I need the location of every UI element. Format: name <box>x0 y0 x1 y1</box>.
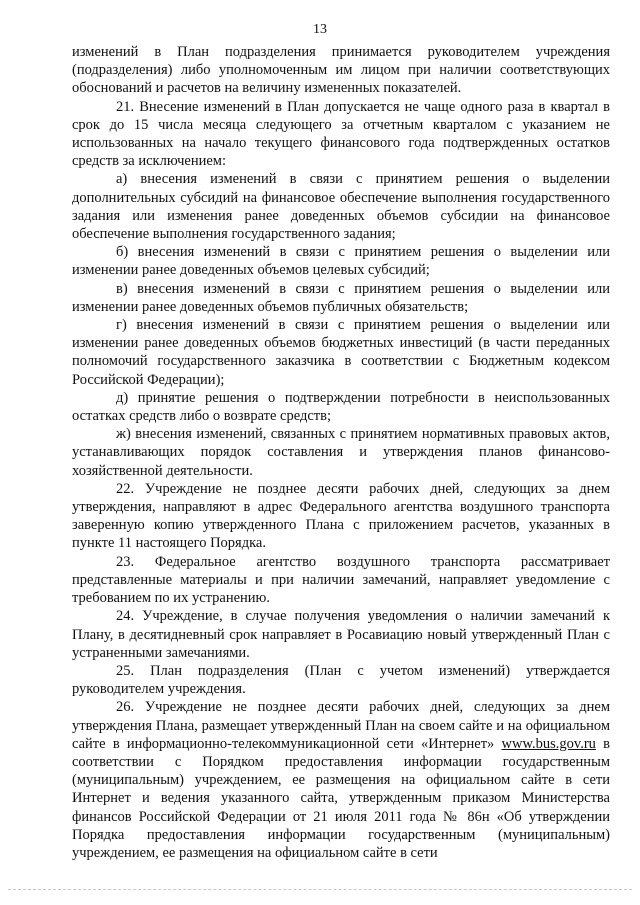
subparagraph-v: в) внесения изменений в связи с принятием решения о выделении или изменении ранее доведенных объемов публичных обязательств; <box>72 280 610 315</box>
paragraph-26-text-end: в соответствии с Порядком предоставления информации государственным (муниципальным) учреждением, ее размещения на официальном сайте в сети Интернет и ведения указанного сайта, утвержденным приказом Министерства финансов Российской Федерации от 21 июля 2011 года № 86н «Об утверждении Порядка предоставления информации государственным (муниципальным) учреждением, ее размещения на официальном сайте в сети <box>72 735 610 861</box>
document-body <box>72 43 610 862</box>
paragraph-25: 25. План подразделения (План с учетом изменений) утверждается руководителем учреждения. <box>72 662 610 698</box>
scan-edge-artifact <box>8 889 632 891</box>
subparagraph-a: а) внесения изменений в связи с принятием решения о выделении дополнительных субсидий на финансовое обеспечение выполнения государственного задания или изменения ранее доведенных объемов субсидии на финансовое обеспечение выполнения государственного задания; <box>72 171 610 243</box>
paragraph-21: 21. Внесение изменений в План допускается не чаще одного раза в квартал в срок до 15 числа месяца следующего за отчетным кварталом с указанием не использованных на начало текущего финансового года подтвержденных остатков средств за исключением: <box>72 98 610 170</box>
page-number: 13 <box>313 22 327 37</box>
paragraph-continuation: изменений в План подразделения принимается руководителем учреждения (подразделения) либо уполномоченным им лицом при наличии соответствующих обоснований и расчетов на величину измененных показателей. <box>72 44 610 97</box>
paragraph-22: 22. Учреждение не позднее десяти рабочих дней, следующих за днем утверждения, направляют в адрес Федерального агентства воздушного транспорта заверенную копию утвержденного Плана с приложением расчетов, указанных в пункте 11 настоящего Порядка. <box>72 480 610 552</box>
subparagraph-d: д) принятие решения о подтверждении потребности в неиспользованных остатках средств либо о возврате средств; <box>72 389 610 425</box>
subparagraph-zh: ж) внесения изменений, связанных с принятием нормативных правовых актов, устанавливающих порядок составления и утверждения планов финансово-хозяйственной деятельности. <box>72 426 610 479</box>
paragraph-26-text-start: 26. Учреждение не позднее десяти рабочих дней, следующих за днем утверждения Плана, размещает утвержденный План на своем сайте и на официальном сайте в информационно-телекоммуникационной сети «Интернет» <box>72 699 610 752</box>
subparagraph-b: б) внесения изменений в связи с принятием решения о выделении или изменении ранее доведенных объемов целевых субсидий; <box>72 244 610 279</box>
paragraph-26 <box>72 698 610 862</box>
bus-gov-link[interactable]: www.bus.gov.ru <box>501 735 596 752</box>
subparagraph-g: г) внесения изменений в связи с принятием решения о выделении или изменении ранее доведенных объемов бюджетных инвестиций (в части переданных полномочий государственного заказчика в соответствии с Бюджетным кодексом Российской Федерации); <box>72 317 610 388</box>
paragraph-23: 23. Федеральное агентство воздушного транспорта рассматривает представленные материалы и при наличии замечаний, направляет уведомление с требованием по их устранению. <box>72 553 610 607</box>
paragraph-24: 24. Учреждение, в случае получения уведомления о наличии замечаний к Плану, в десятидневный срок направляет в Росавиацию новый утвержденный План с устраненными замечаниями. <box>72 608 610 661</box>
